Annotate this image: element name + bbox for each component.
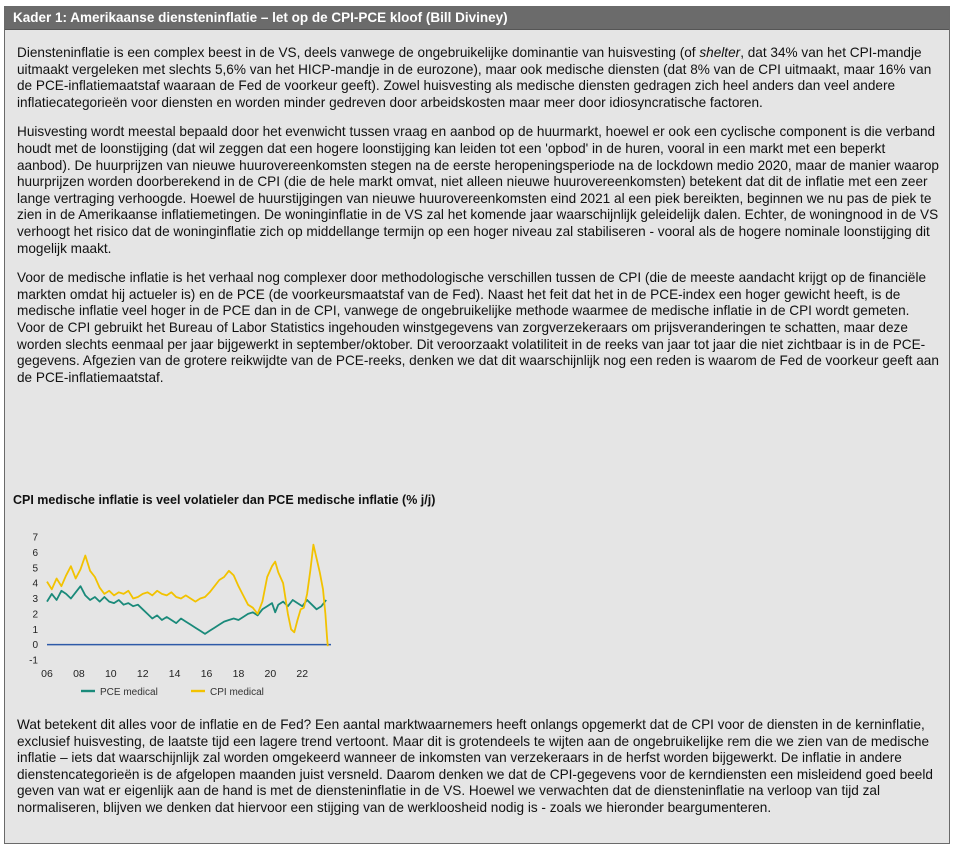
paragraph-3: Voor de medische inflatie is het verhaal nog complexer door methodologische verschillen tussen de CPI (die de meeste aandacht krijgt op de financiële markten omdat hij actueler is) en de PCE (de voorkeursmaatstaf van de Fed). Naast het feit dat het in de PCE-index een hoger gewicht heeft, is de medische inflatie veel hoger in de PCE dan in de CPI, vanwege de ongebruikelijke methode waarmee de medische inflatie in de CPI wordt gemeten. Voor de CPI gebruikt het Bureau of Labor Statistics ingehouden winstgegevens van zorgverzekeraars om prijsveranderingen te schatten, maar deze worden slechts eenmaal per jaar bijgewerkt in september/oktober. Dit veroorzaakt volatiliteit in de reeks van jaar tot jaar die niet zichtbaar is in de PCE-gegevens. Afgezien van de grotere reikwijdte van de PCE-reeks, denken we dat dit waarschijnlijk nog een reden is waarom de Fed de voorkeur geeft aan de PCE-inflatiemaatstaf. bbox=[17, 270, 939, 385]
box-body-after-chart bbox=[17, 717, 941, 830]
chart-svg bbox=[13, 493, 493, 713]
y-tick-label: 5 bbox=[32, 563, 38, 575]
series-line-cpi-medical bbox=[47, 545, 328, 647]
x-tick-label: 14 bbox=[168, 668, 181, 680]
y-tick-label: 6 bbox=[32, 547, 38, 559]
paragraph-4: Wat betekent dit alles voor de inflatie en de Fed? Een aantal marktwaarnemers heeft onlangs opgemerkt dat de CPI voor de diensten in de kerninflatie, exclusief huisvesting, de laatste tijd een lagere trend vertoont. Maar dit is grotendeels te wijten aan de ongebruikelijke rem die we zien van de medische inflatie – iets dat waarschijnlijk zal worden omgekeerd wanneer de inkomsten van verzekeraars in de herfst worden bijgewerkt. De inflatie in andere dienstencategorieën is de afgelopen maanden juist versneld. Daarom denken we dat de CPI-gegevens voor de kerndiensten een misleidend goed beeld geven van wat er eigenlijk aan de hand is met de diensteninflatie in de VS. Hoewel we verwachten dat de diensteninflatie na verloop van tijd zal normaliseren, blijven we denken dat hiervoor een stijging van de werkloosheid nodig is - zoals we hieronder beargumenteren. bbox=[17, 717, 933, 815]
paragraph-1-emphasis: shelter bbox=[699, 45, 741, 60]
x-tick-label: 06 bbox=[41, 668, 53, 680]
x-tick-label: 08 bbox=[73, 668, 85, 680]
x-tick-label: 20 bbox=[264, 668, 277, 680]
y-tick-label: 7 bbox=[32, 532, 38, 544]
x-tick-label: 22 bbox=[296, 668, 309, 680]
y-tick-label: 2 bbox=[32, 609, 38, 621]
y-tick-label: 1 bbox=[32, 624, 38, 636]
y-tick-label: 4 bbox=[32, 578, 38, 590]
paragraph-1-part-a: Diensteninflatie is een complex beest in de VS, deels vanwege de ongebruikelijke dominantie van huisvesting (of bbox=[17, 45, 700, 60]
box-title: Kader 1: Amerikaanse diensteninflatie – let op de CPI-PCE kloof (Bill Diviney) bbox=[5, 7, 949, 30]
paragraph-1 bbox=[17, 45, 941, 111]
x-tick-label: 12 bbox=[136, 668, 149, 680]
chart-panel bbox=[13, 493, 493, 713]
y-tick-label: 0 bbox=[32, 640, 38, 652]
box-body bbox=[17, 45, 941, 399]
legend-label: CPI medical bbox=[210, 687, 264, 698]
x-tick-label: 18 bbox=[232, 668, 245, 680]
y-tick-label: 3 bbox=[32, 594, 38, 605]
kader-box bbox=[4, 6, 950, 844]
x-tick-label: 16 bbox=[200, 668, 213, 680]
legend-label: PCE medical bbox=[100, 687, 158, 698]
chart-title: CPI medische inflatie is veel volatieler dan PCE medische inflatie (% j/j) bbox=[13, 493, 436, 507]
paragraph-2: Huisvesting wordt meestal bepaald door het evenwicht tussen vraag en aanbod op de huurmarkt, hoewel er ook een cyclische component is die verband houdt met de loonstijging (dat wil zeggen dat een hogere loonstijging kan leiden tot een 'opbod' in de huren, vooral in een markt met een beperkt aanbod). De huurprijzen van nieuwe huurovereenkomsten stegen na de eerste heropeningsperiode na de lockdown medio 2020, maar de manier waarop huurprijzen worden doorberekend in de CPI (die de hele markt omvat, niet alleen nieuwe huurovereenkomsten) betekent dat dit de inflatie met een zeer lange vertraging verhoogde. Hoewel de huurstijgingen van nieuwe huurovereenkomsten eind 2021 al een piek bereikten, beginnen we nu pas de piek te zien in de Amerikaanse inflatiemetingen. De woninginflatie in de VS zal het komende jaar waarschijnlijk geleidelijk dalen. Echter, de woningnood in de VS verhoogt het risico dat de woninginflatie zich op middellange termijn op een hoger niveau zal stabiliseren - vooral als de hogere nominale loonstijging dit mogelijk maakt. bbox=[17, 124, 939, 256]
y-tick-label: -1 bbox=[29, 655, 38, 667]
x-tick-label: 10 bbox=[104, 668, 117, 680]
paragraph-1-part-b: , dat 34% van het CPI-mandje uitmaakt vergeleken met slechts 5,6% van het HICP-mandje in de eurozone), maar ook medische diensten (dat 8% van de CPI uitmaakt, maar 16% van de PCE-inflatiemaatstaf waaraan de Fed de voorkeur geeft). Zowel huisvesting als medische diensten gedragen zich heel anders dan veel andere inflatiecategorieën voor diensten en worden minder gedreven door arbeidskosten maar meer door idiosyncratische factoren. bbox=[17, 45, 932, 110]
